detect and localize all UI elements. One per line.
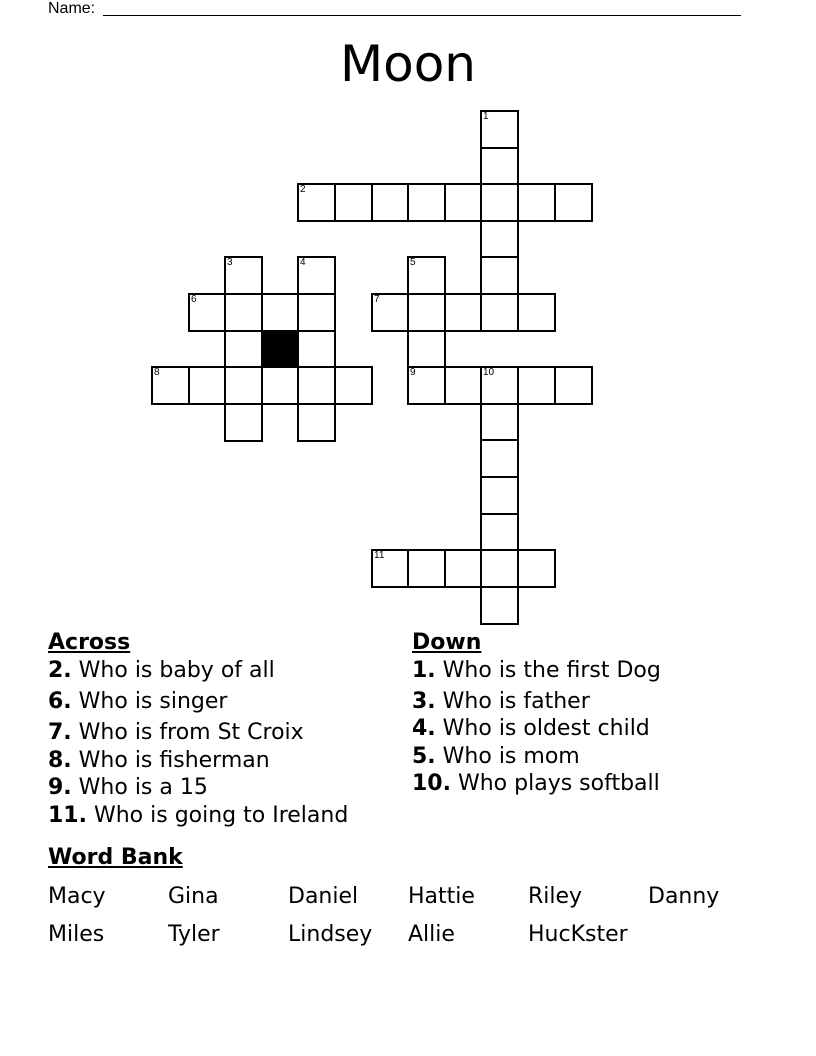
grid-cell[interactable] xyxy=(224,293,263,332)
word-bank-item: Miles xyxy=(48,922,105,947)
grid-cell[interactable] xyxy=(297,330,336,369)
grid-cell[interactable] xyxy=(407,366,446,405)
clue-number: 11. xyxy=(48,803,87,828)
clue-number: 5. xyxy=(412,744,436,769)
grid-cell[interactable] xyxy=(188,293,227,332)
word-bank-item: Lindsey xyxy=(288,922,373,947)
word-bank-item: Macy xyxy=(48,884,106,909)
clue-number: 1. xyxy=(412,658,436,683)
across-clue xyxy=(48,803,348,828)
grid-cell[interactable] xyxy=(444,366,483,405)
clue-number: 8. xyxy=(48,748,72,773)
clue-text: Who is from St Croix xyxy=(78,720,304,745)
cell-number: 4 xyxy=(300,257,306,268)
grid-cell[interactable] xyxy=(334,366,373,405)
grid-cell[interactable] xyxy=(224,256,263,295)
clue-number: 9. xyxy=(48,775,72,800)
cell-number: 11 xyxy=(374,550,385,561)
clue-text: Who is fisherman xyxy=(78,748,270,773)
grid-cell[interactable] xyxy=(151,366,190,405)
clue-number: 4. xyxy=(412,716,436,741)
grid-cell[interactable] xyxy=(297,293,336,332)
cell-number: 3 xyxy=(227,257,233,268)
across-clue xyxy=(48,689,227,714)
grid-cell[interactable] xyxy=(480,403,519,442)
down-clue xyxy=(412,771,660,796)
grid-cell[interactable] xyxy=(480,439,519,478)
grid-cell[interactable] xyxy=(407,330,446,369)
word-bank-item: HucKster xyxy=(528,922,628,947)
down-clues xyxy=(412,628,661,796)
clue-text: Who is the first Dog xyxy=(442,658,661,683)
down-clue xyxy=(412,716,650,741)
grid-cell[interactable] xyxy=(224,330,263,369)
grid-cell[interactable] xyxy=(480,147,519,186)
clue-number: 2. xyxy=(48,658,72,683)
clue-text: Who is father xyxy=(442,689,590,714)
down-clue xyxy=(412,744,580,769)
grid-cell[interactable] xyxy=(371,293,410,332)
clue-text: Who plays softball xyxy=(457,771,660,796)
word-bank-item: Daniel xyxy=(288,884,359,909)
clue-number: 7. xyxy=(48,720,72,745)
cell-number: 7 xyxy=(374,294,380,305)
name-label: Name: xyxy=(48,0,96,17)
word-bank-heading: Word Bank xyxy=(48,845,183,870)
across-clues xyxy=(48,628,349,828)
grid-cell[interactable] xyxy=(480,183,519,222)
grid-cell[interactable] xyxy=(480,476,519,515)
clue-number: 10. xyxy=(412,771,451,796)
grid-cell[interactable] xyxy=(407,293,446,332)
grid-cell[interactable] xyxy=(224,403,263,442)
word-bank-item: Gina xyxy=(168,884,219,909)
grid-cell[interactable] xyxy=(480,586,519,625)
grid-cell[interactable] xyxy=(224,366,263,405)
across-clue xyxy=(48,720,304,745)
grid-cell[interactable] xyxy=(444,183,483,222)
cell-number: 2 xyxy=(300,184,306,195)
grid-cell[interactable] xyxy=(554,366,593,405)
across-clue xyxy=(48,658,275,683)
grid-cell[interactable] xyxy=(371,549,410,588)
grid-cell[interactable] xyxy=(480,220,519,259)
clue-text: Who is going to Ireland xyxy=(93,803,349,828)
grid-cell[interactable] xyxy=(297,403,336,442)
down-heading: Down xyxy=(412,630,482,655)
grid-cell[interactable] xyxy=(517,183,556,222)
grid-cell[interactable] xyxy=(480,110,519,149)
grid-cell[interactable] xyxy=(554,183,593,222)
cell-number: 6 xyxy=(191,294,197,305)
grid-cell[interactable] xyxy=(517,366,556,405)
grid-cell[interactable] xyxy=(407,549,446,588)
grid-cell[interactable] xyxy=(444,549,483,588)
across-clue xyxy=(48,748,270,773)
grid-cell[interactable] xyxy=(517,549,556,588)
grid-cell[interactable] xyxy=(480,513,519,552)
grid-cell[interactable] xyxy=(517,293,556,332)
grid-cell[interactable] xyxy=(297,366,336,405)
clue-text: Who is a 15 xyxy=(78,775,208,800)
grid-cell[interactable] xyxy=(480,293,519,332)
grid-cell[interactable] xyxy=(261,293,300,332)
word-bank-item: Hattie xyxy=(408,884,475,909)
grid-cell[interactable] xyxy=(444,293,483,332)
grid-cell[interactable] xyxy=(334,183,373,222)
word-bank-item: Tyler xyxy=(168,922,220,947)
grid-cell[interactable] xyxy=(407,256,446,295)
down-clue xyxy=(412,689,590,714)
across-heading: Across xyxy=(48,630,131,655)
cell-number: 9 xyxy=(410,367,416,378)
word-bank-item: Allie xyxy=(408,922,455,947)
grid-cell[interactable] xyxy=(297,183,336,222)
word-bank-item: Danny xyxy=(648,884,720,909)
grid-cell[interactable] xyxy=(371,183,410,222)
grid-cell[interactable] xyxy=(480,256,519,295)
clue-text: Who is singer xyxy=(78,689,228,714)
cell-number: 10 xyxy=(483,367,495,378)
down-clue xyxy=(412,658,661,683)
grid-cell[interactable] xyxy=(297,256,336,295)
clue-number: 3. xyxy=(412,689,436,714)
clue-number: 6. xyxy=(48,689,72,714)
word-bank-item: Riley xyxy=(528,884,583,909)
clue-text: Who is oldest child xyxy=(442,716,650,741)
grid-cell[interactable] xyxy=(188,366,227,405)
cell-number: 5 xyxy=(410,257,416,268)
clue-text: Who is mom xyxy=(442,744,580,769)
cell-number: 1 xyxy=(483,111,489,122)
grid-cell[interactable] xyxy=(480,366,519,405)
grid-cell[interactable] xyxy=(261,366,300,405)
clue-text: Who is baby of all xyxy=(78,658,275,683)
cell-number: 8 xyxy=(154,367,160,378)
grid-cell[interactable] xyxy=(480,549,519,588)
grid-cell[interactable] xyxy=(407,183,446,222)
grid-black-cell xyxy=(261,330,300,369)
page-title: Moon xyxy=(339,35,476,93)
across-clue xyxy=(48,775,208,800)
